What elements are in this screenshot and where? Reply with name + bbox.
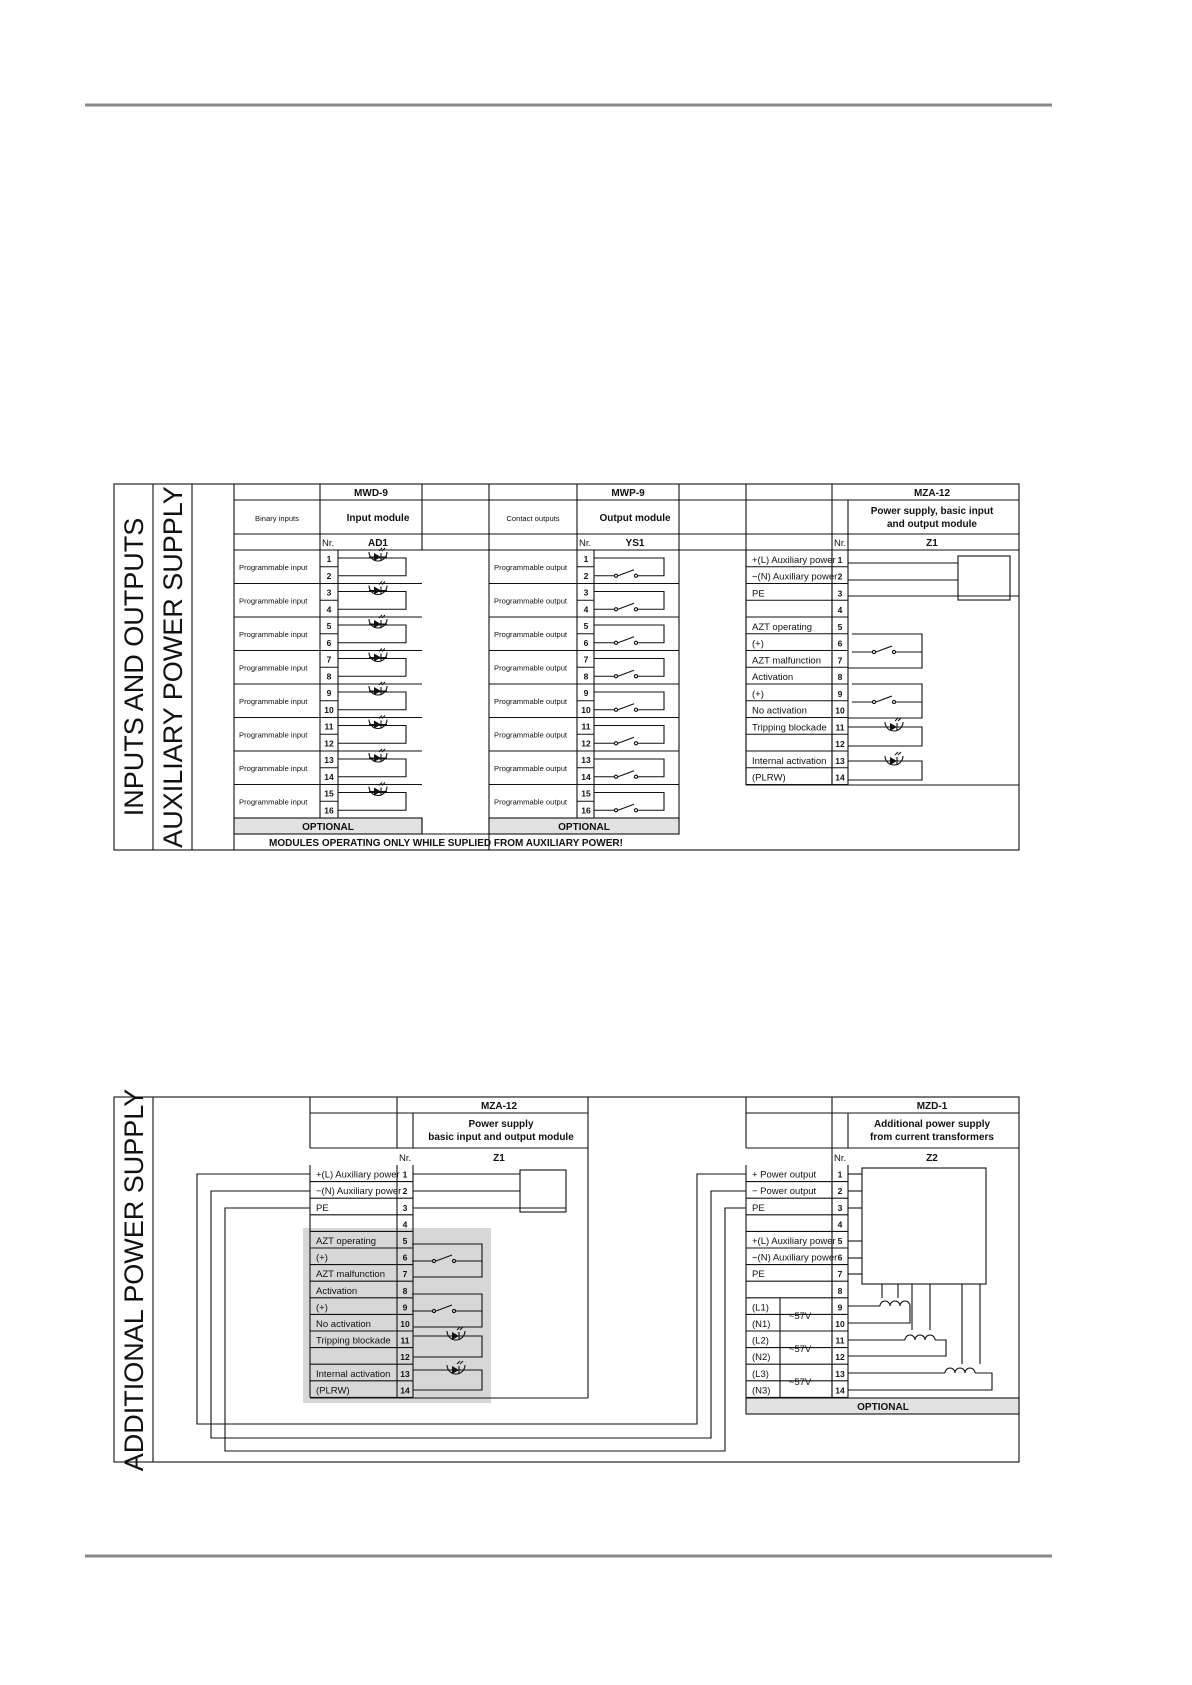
output-optional-label: OPTIONAL: [558, 822, 610, 833]
psu-terminal-label: Tripping blockade: [752, 722, 827, 734]
output-terminal-number: 2: [583, 570, 589, 581]
output-terminal-number: 1: [583, 554, 589, 564]
input-terminal-number: 9: [326, 688, 332, 698]
nr-label-3: Nr.: [834, 538, 847, 549]
input-row-label: Programmable input: [239, 629, 308, 639]
z1-terminal-label: No activation: [316, 1319, 371, 1330]
contact-outputs-label: Contact outputs: [506, 514, 560, 523]
side-title-additional-power: ADDITIONAL POWER SUPPLY: [119, 1088, 149, 1472]
input-row-label: Programmable input: [239, 562, 308, 572]
relay-contact-icon: [594, 759, 664, 778]
output-terminal-number: 10: [581, 704, 591, 715]
nr-label-4: Nr.: [399, 1153, 412, 1164]
left-module-code: MZA-12: [480, 1101, 518, 1112]
psu-terminal-label: Activation: [752, 672, 794, 683]
z2-terminal-label: (L1): [752, 1302, 769, 1314]
input-terminal-number: 10: [324, 704, 334, 715]
nr-label-5: Nr.: [834, 1153, 847, 1164]
output-row-label: Programmable output: [494, 629, 568, 639]
output-row-label: Programmable output: [494, 663, 568, 673]
psu-terminal-number: 14: [835, 772, 845, 783]
output-terminal-number: 13: [581, 755, 591, 765]
z2-terminal-number: 4: [837, 1219, 843, 1230]
output-row-label: Programmable output: [494, 763, 568, 773]
relay-contact-icon: [594, 625, 664, 644]
output-terminal-number: 15: [581, 788, 591, 799]
psu-terminal-number: 1: [837, 554, 843, 565]
mwd9-code: MWD-9: [354, 488, 388, 499]
side-title-inputs-outputs: INPUTS AND OUTPUTS: [119, 517, 149, 817]
z2-terminal-number: 10: [835, 1319, 845, 1329]
output-row-label: Programmable output: [494, 596, 568, 606]
z1-terminal-label: Internal activation: [316, 1368, 391, 1380]
additional-power-panel: [114, 1089, 1019, 1472]
output-terminal-number: 16: [581, 805, 591, 816]
relay-contact-icon: [594, 659, 664, 678]
input-terminal-number: 13: [324, 755, 334, 765]
psu-terminal-number: 2: [837, 571, 843, 582]
right-module-slot: Z2: [926, 1153, 938, 1164]
z2-terminal-label: +(L) Auxiliary power: [752, 1236, 836, 1247]
aux-power-warning: MODULES OPERATING ONLY WHILE SUPLIED FROM AUXILIARY POWER!: [269, 838, 623, 849]
z1-terminal-number: 4: [402, 1219, 408, 1230]
z1-terminal-number: 14: [400, 1385, 410, 1396]
z2-terminal-number: 3: [837, 1202, 843, 1213]
ct-coil-icon: [945, 1368, 975, 1373]
psu-terminal-number: 6: [837, 638, 843, 649]
output-terminal-number: 5: [583, 621, 589, 631]
z1-terminal-label: −(N) Auxiliary power: [316, 1186, 402, 1198]
output-terminal-number: 12: [581, 738, 591, 749]
z2-terminal-label: (L3): [752, 1368, 769, 1380]
z1-terminal-number: 10: [400, 1319, 410, 1329]
z2-block: [862, 1168, 986, 1284]
z1-terminal-number: 6: [402, 1252, 408, 1263]
relay-contact-icon: [594, 592, 664, 611]
activation-relay-icon: [852, 684, 922, 704]
right-module-code: MZD-1: [916, 1101, 948, 1112]
psu-block: [958, 556, 1010, 600]
psu-diode-icon: [885, 752, 903, 765]
z1-slot: Z1: [926, 538, 938, 549]
relay-contact-icon: [594, 726, 664, 745]
z2-terminal-number: 12: [835, 1352, 845, 1363]
mza12-code: MZA-12: [913, 488, 951, 499]
input-terminal-number: 16: [324, 805, 334, 816]
output-row-label: Programmable output: [494, 797, 568, 807]
input-terminal-number: 3: [326, 587, 332, 598]
psu-terminal-label: No activation: [752, 705, 807, 717]
psu-terminal-label: PE: [752, 588, 765, 600]
output-row-label: Programmable output: [494, 696, 568, 706]
z1-terminal-number: 7: [402, 1269, 408, 1280]
side-title-auxiliary-power: AUXILIARY POWER SUPPLY: [158, 486, 188, 848]
output-terminal-number: 11: [581, 721, 591, 732]
output-terminal-number: 7: [583, 654, 589, 665]
z2-terminal-number: 1: [837, 1169, 843, 1180]
input-row-label: Programmable input: [239, 763, 308, 773]
z1-terminal-label: Tripping blockade: [316, 1335, 391, 1347]
output-terminal-number: 4: [583, 604, 589, 615]
z1-terminal-number: 1: [402, 1169, 408, 1180]
voltage-label-57v: ~57V: [788, 1311, 812, 1322]
psu-terminal-number: 4: [837, 605, 843, 615]
psu-diode-icon: [885, 718, 903, 731]
psu-terminal-number: 3: [837, 588, 843, 599]
psu-terminal-label: (+): [752, 688, 764, 700]
ys1-slot: YS1: [625, 538, 645, 549]
psu-title-line1: Power supply, basic input: [870, 506, 994, 517]
psu-terminal-label: −(N) Auxiliary power: [752, 571, 838, 583]
z2-terminal-number: 14: [835, 1385, 845, 1396]
psu-terminal-label: (+): [752, 638, 764, 650]
z1-block: [520, 1170, 566, 1212]
z1-terminal-number: 8: [402, 1285, 408, 1296]
z2-terminal-label: −(N) Auxiliary power: [752, 1252, 838, 1264]
relay-contact-icon: [594, 558, 664, 577]
relay-contact-icon: [594, 692, 664, 711]
z2-terminal-number: 7: [837, 1269, 843, 1280]
z2-terminal-number: 2: [837, 1186, 843, 1197]
left-module-slot: Z1: [493, 1153, 505, 1164]
output-terminal-number: 14: [581, 771, 591, 782]
ct-coil-icon: [905, 1335, 935, 1340]
psu-terminal-label: AZT operating: [752, 621, 813, 633]
z1-terminal-label: PE: [316, 1202, 329, 1214]
input-terminal-number: 4: [326, 604, 332, 615]
z1-terminal-label: AZT operating: [316, 1236, 377, 1247]
z1-terminal-number: 11: [400, 1335, 410, 1346]
input-terminal-number: 12: [324, 738, 334, 749]
z2-terminal-label: + Power output: [752, 1169, 817, 1181]
input-module-title: Input module: [346, 513, 410, 524]
output-row-label: Programmable output: [494, 562, 568, 572]
output-terminal-number: 8: [583, 671, 589, 682]
z1-terminal-number: 3: [402, 1202, 408, 1213]
z1-terminal-number: 12: [400, 1352, 410, 1363]
z2-terminal-label: − Power output: [752, 1186, 817, 1198]
input-row-label: Programmable input: [239, 663, 308, 673]
voltage-label-57v: ~57V: [788, 1344, 812, 1355]
nr-label-2: Nr.: [579, 538, 592, 549]
output-terminal-number: 6: [583, 637, 589, 648]
right-module-title-2: from current transformers: [870, 1132, 994, 1143]
z2-terminal-label: (N3): [752, 1385, 771, 1397]
z2-terminal-number: 8: [837, 1285, 843, 1296]
left-module-title-2: basic input and output module: [428, 1132, 574, 1143]
input-optional-label: OPTIONAL: [302, 822, 354, 833]
azt-relay-icon: [852, 634, 922, 654]
input-terminal-number: 6: [326, 637, 332, 648]
ct-coil-icon: [880, 1301, 910, 1306]
z1-terminal-number: 13: [400, 1368, 410, 1379]
z1-terminal-label: (+): [316, 1302, 328, 1314]
z2-terminal-label: (L2): [752, 1335, 769, 1347]
nr-label: Nr.: [322, 538, 335, 549]
ad1-slot: AD1: [367, 538, 389, 549]
psu-terminal-number: 9: [837, 688, 843, 699]
input-terminal-number: 15: [324, 788, 334, 799]
input-terminal-number: 14: [324, 771, 334, 782]
z1-terminal-number: 9: [402, 1302, 408, 1313]
psu-terminal-number: 13: [835, 755, 845, 766]
input-terminal-number: 7: [326, 654, 332, 665]
z2-terminal-label: (N1): [752, 1319, 771, 1330]
psu-terminal-number: 12: [835, 739, 845, 749]
input-terminal-number: 1: [326, 554, 332, 564]
z1-terminal-label: AZT malfunction: [316, 1269, 385, 1281]
z2-terminal-number: 13: [835, 1368, 845, 1379]
psu-terminal-number: 10: [835, 705, 845, 716]
psu-terminal-number: 7: [837, 655, 843, 666]
z1-terminal-label: (PLRW): [316, 1385, 350, 1397]
input-terminal-number: 11: [324, 721, 334, 732]
inputs-outputs-panel: [114, 484, 1019, 850]
psu-terminal-label: (PLRW): [752, 772, 786, 784]
z2-terminal-number: 9: [837, 1302, 843, 1313]
input-row-label: Programmable input: [239, 730, 308, 740]
output-row-label: Programmable output: [494, 730, 568, 740]
z1-terminal-label: (+): [316, 1252, 328, 1264]
psu-title-line2: and output module: [887, 519, 977, 530]
z1-terminal-number: 2: [402, 1186, 408, 1197]
left-module-title-1: Power supply: [468, 1119, 534, 1130]
z1-terminal-label: Activation: [316, 1285, 358, 1297]
input-row-label: Programmable input: [239, 696, 308, 706]
output-module-title: Output module: [599, 513, 671, 524]
z1-terminal-number: 5: [402, 1236, 408, 1246]
z2-terminal-number: 6: [837, 1252, 843, 1263]
relay-contact-icon: [594, 793, 664, 812]
input-terminal-number: 5: [326, 621, 332, 631]
voltage-label-57v: ~57V: [788, 1377, 812, 1388]
mwp9-code: MWP-9: [611, 488, 645, 499]
z2-terminal-label: PE: [752, 1202, 765, 1214]
input-row-label: Programmable input: [239, 596, 308, 606]
input-terminal-number: 8: [326, 671, 332, 682]
z1-terminal-label: +(L) Auxiliary power: [316, 1169, 400, 1181]
psu-terminal-number: 11: [835, 722, 845, 733]
z2-terminal-label: (N2): [752, 1352, 771, 1364]
psu-terminal-number: 8: [837, 672, 843, 682]
z2-terminal-number: 11: [835, 1335, 845, 1346]
psu-terminal-number: 5: [837, 621, 843, 632]
right-module-title-1: Additional power supply: [873, 1119, 991, 1130]
z2-terminal-label: PE: [752, 1269, 765, 1281]
binary-inputs-label: Binary inputs: [255, 514, 299, 523]
right-optional-label: OPTIONAL: [857, 1402, 909, 1413]
z2-terminal-number: 5: [837, 1236, 843, 1246]
input-row-label: Programmable input: [239, 797, 308, 807]
psu-terminal-label: AZT malfunction: [752, 655, 821, 667]
psu-terminal-label: +(L) Auxiliary power: [752, 554, 836, 566]
input-terminal-number: 2: [326, 570, 332, 581]
output-terminal-number: 3: [583, 587, 589, 598]
psu-terminal-label: Internal activation: [752, 755, 827, 767]
output-terminal-number: 9: [583, 688, 589, 698]
